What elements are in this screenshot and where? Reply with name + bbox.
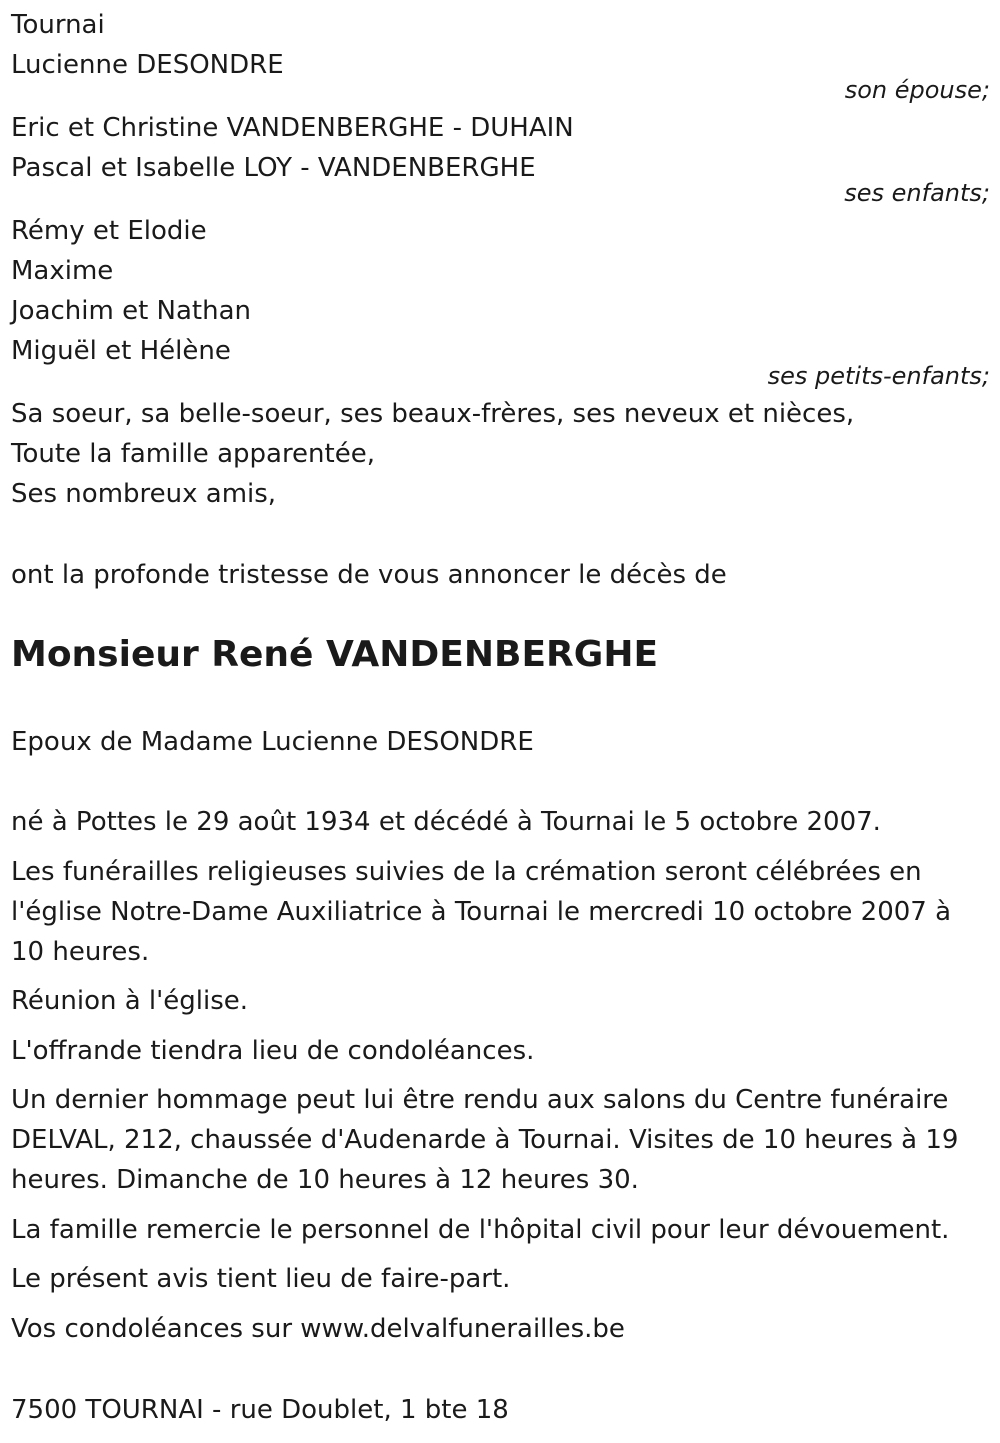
grandchild-name: Maxime	[11, 256, 114, 286]
child-name: Pascal et Isabelle LOY - VANDENBERGHE	[11, 153, 536, 183]
grandchild-name: Miguël et Hélène	[11, 336, 231, 366]
tribute-text: Un dernier hommage peut lui être rendu aux salons du Centre funéraire DELVAL, 212, chaussée d'Audenarde à Tournai. Visites de 10 heures à 19 heures. Dimanche de 10 heures à 12 heures 30.	[11, 1085, 959, 1195]
grandchild-name: Rémy et Elodie	[11, 216, 207, 246]
announcement-text: ont la profonde tristesse de vous annoncer le décès de	[11, 560, 727, 590]
meeting-text: Réunion à l'église.	[11, 986, 249, 1016]
notice-text: Le présent avis tient lieu de faire-part.	[11, 1264, 511, 1294]
city-heading: Tournai	[11, 10, 105, 40]
offering-text: L'offrande tiendra lieu de condoléances.	[11, 1036, 535, 1066]
spouse-role-label: son épouse;	[844, 76, 990, 104]
condolences-website-text: Vos condoléances sur www.delvalfunerailles.be	[11, 1314, 625, 1344]
children-role-label: ses enfants;	[844, 179, 990, 207]
thanks-text: La famille remercie le personnel de l'hôpital civil pour leur dévouement.	[11, 1215, 950, 1245]
address-text: 7500 TOURNAI - rue Doublet, 1 bte 18	[11, 1395, 509, 1425]
spouse-name: Lucienne DESONDRE	[11, 50, 284, 80]
family-line: Sa soeur, sa belle-soeur, ses beaux-frères, ses neveux et nièces,	[11, 399, 855, 429]
child-name: Eric et Christine VANDENBERGHE - DUHAIN	[11, 113, 574, 143]
deceased-name: Monsieur René VANDENBERGHE	[11, 634, 659, 675]
spouse-of-text: Epoux de Madame Lucienne DESONDRE	[11, 727, 534, 757]
family-line: Toute la famille apparentée,	[11, 439, 375, 469]
family-line: Ses nombreux amis,	[11, 479, 277, 509]
funeral-details-text: Les funérailles religieuses suivies de la crémation seront célébrées en l'église Notre-Dame Auxiliatrice à Tournai le mercredi 10 octobre 2007 à 10 heures.	[11, 857, 952, 967]
grandchild-name: Joachim et Nathan	[11, 296, 252, 326]
grandchildren-role-label: ses petits-enfants;	[767, 362, 990, 390]
birth-death-text: né à Pottes le 29 août 1934 et décédé à Tournai le 5 octobre 2007.	[11, 807, 881, 837]
